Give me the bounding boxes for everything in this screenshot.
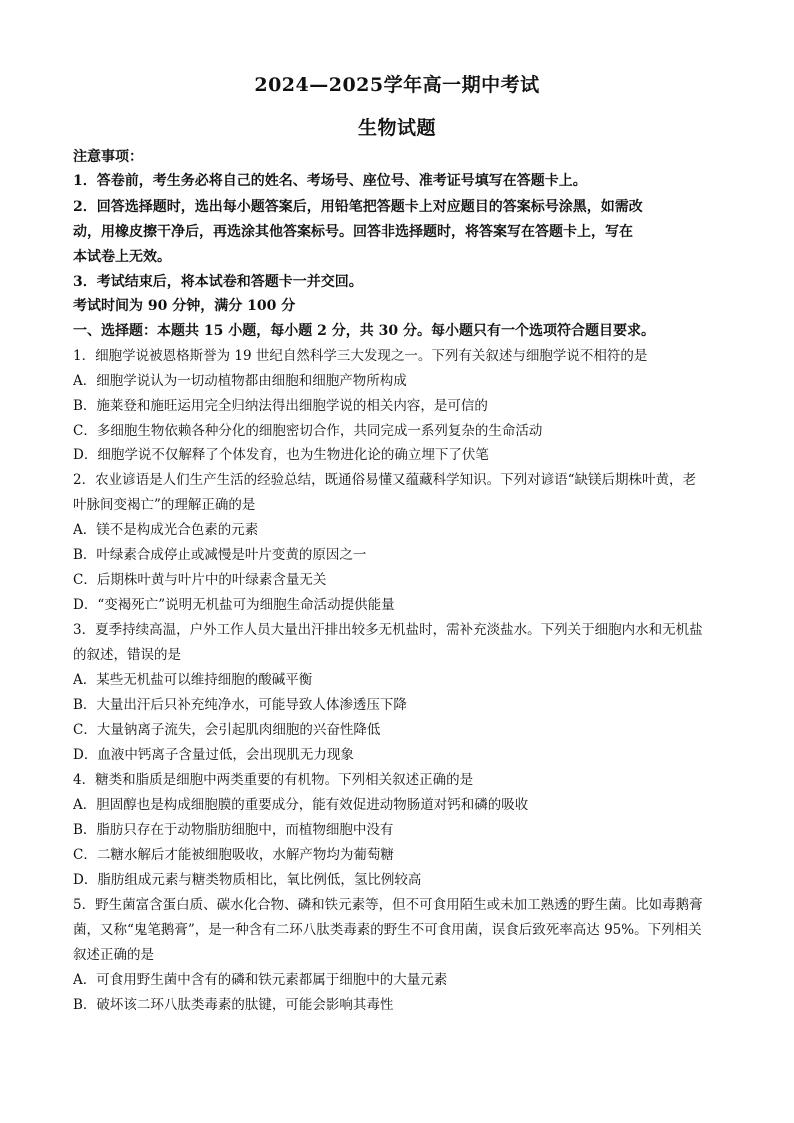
question-3-option-a: A．某些无机盐可以维持细胞的酸碱平衡 [73, 672, 313, 688]
notes-heading: 注意事项： [73, 149, 143, 165]
question-2-option-c: C．后期株叶黄与叶片中的叶绿素含量无关 [73, 572, 327, 588]
note-3: 3．考试结束后，将本试卷和答题卡一并交回。 [73, 274, 363, 290]
question-1-option-b: B．施莱登和施旺运用完全归纳法得出细胞学说的相关内容，是可信的 [73, 398, 488, 414]
question-1-stem: 1．细胞学说被恩格斯誉为 19 世纪自然科学三大发现之一。下列有关叙述与细胞学说不相符的是 [73, 348, 648, 364]
question-2-stem-line-1: 2．农业谚语是人们生产生活的经验总结，既通俗易懂又蕴藏科学知识。下列对谚语“缺镁后期株叶黄，老 [73, 472, 696, 488]
question-3-stem-line-1: 3．夏季持续高温，户外工作人员大量出汗排出较多无机盐时，需补充淡盐水。下列关于细胞内水和无机盐 [73, 622, 703, 638]
exam-time: 考试时间为 90 分钟，满分 100 分 [73, 298, 296, 314]
question-1-option-c: C．多细胞生物依赖各种分化的细胞密切合作，共同完成一系列复杂的生命活动 [73, 423, 543, 439]
exam-title: 2024—2025学年高一期中考试 [254, 74, 540, 96]
section-1-heading: 一、选择题：本题共 15 小题，每小题 2 分，共 30 分。每小题只有一个选项符合题目要求。 [73, 323, 655, 339]
question-2-option-d: D．“变褐死亡”说明无机盐可为细胞生命活动提供能量 [73, 597, 395, 613]
question-2-option-b: B．叶绿素合成停止或减慢是叶片变黄的原因之一 [73, 547, 367, 563]
note-2-line-3: 本试卷上无效。 [73, 249, 171, 265]
question-5-stem-line-2: 菌，又称“鬼笔鹅膏”，是一种含有二环八肽类毒素的野生不可食用菌，误食后致死率高达 95%。下列相关 [73, 922, 702, 938]
question-4-option-c: C．二糖水解后才能被细胞吸收，水解产物均为葡萄糖 [73, 847, 394, 863]
question-4-option-d: D．脂肪组成元素与糖类物质相比，氧比例低，氢比例较高 [73, 872, 422, 888]
question-4-option-a: A．胆固醇也是构成细胞膜的重要成分，能有效促进动物肠道对钙和磷的吸收 [73, 797, 529, 813]
question-2-stem-line-2: 叶脉间变褐亡”的理解正确的是 [73, 497, 256, 513]
question-3-option-b: B．大量出汗后只补充纯净水，可能导致人体渗透压下降 [73, 697, 407, 713]
note-1: 1．答卷前，考生务必将自己的姓名、考场号、座位号、准考证号填写在答题卡上。 [73, 173, 587, 189]
question-5-option-b: B．破坏该二环八肽类毒素的肽键，可能会影响其毒性 [73, 997, 394, 1013]
question-4-option-b: B．脂肪只存在于动物脂肪细胞中，而植物细胞中没有 [73, 822, 394, 838]
question-3-option-d: D．血液中钙离子含量过低，会出现肌无力现象 [73, 747, 354, 763]
question-4-stem: 4．糖类和脂质是细胞中两类重要的有机物。下列相关叙述正确的是 [73, 772, 474, 788]
question-5-stem-line-1: 5．野生菌富含蛋白质、碳水化合物、磷和铁元素等，但不可食用陌生或未加工熟透的野生菌。比如毒鹅膏 [73, 897, 703, 913]
question-1-option-d: D．细胞学说不仅解释了个体发育，也为生物进化论的确立埋下了伏笔 [73, 447, 489, 463]
exam-subtitle: 生物试题 [357, 117, 436, 139]
question-1-option-a: A．细胞学说认为一切动植物都由细胞和细胞产物所构成 [73, 373, 407, 389]
question-5-option-a: A．可食用野生菌中含有的磷和铁元素都属于细胞中的大量元素 [73, 972, 448, 988]
note-2-line-1: 2．回答选择题时，选出每小题答案后，用铅笔把答题卡上对应题目的答案标号涂黑，如需改 [73, 199, 643, 215]
question-3-option-c: C．大量钠离子流失，会引起肌肉细胞的兴奋性降低 [73, 722, 381, 738]
question-2-option-a: A．镁不是构成光合色素的元素 [73, 522, 259, 538]
note-2-line-2: 动，用橡皮擦干净后，再选涂其他答案标号。回答非选择题时，将答案写在答题卡上，写在 [73, 224, 633, 240]
question-3-stem-line-2: 的叙述，错误的是 [73, 647, 181, 663]
question-5-stem-line-3: 叙述正确的是 [73, 947, 154, 963]
